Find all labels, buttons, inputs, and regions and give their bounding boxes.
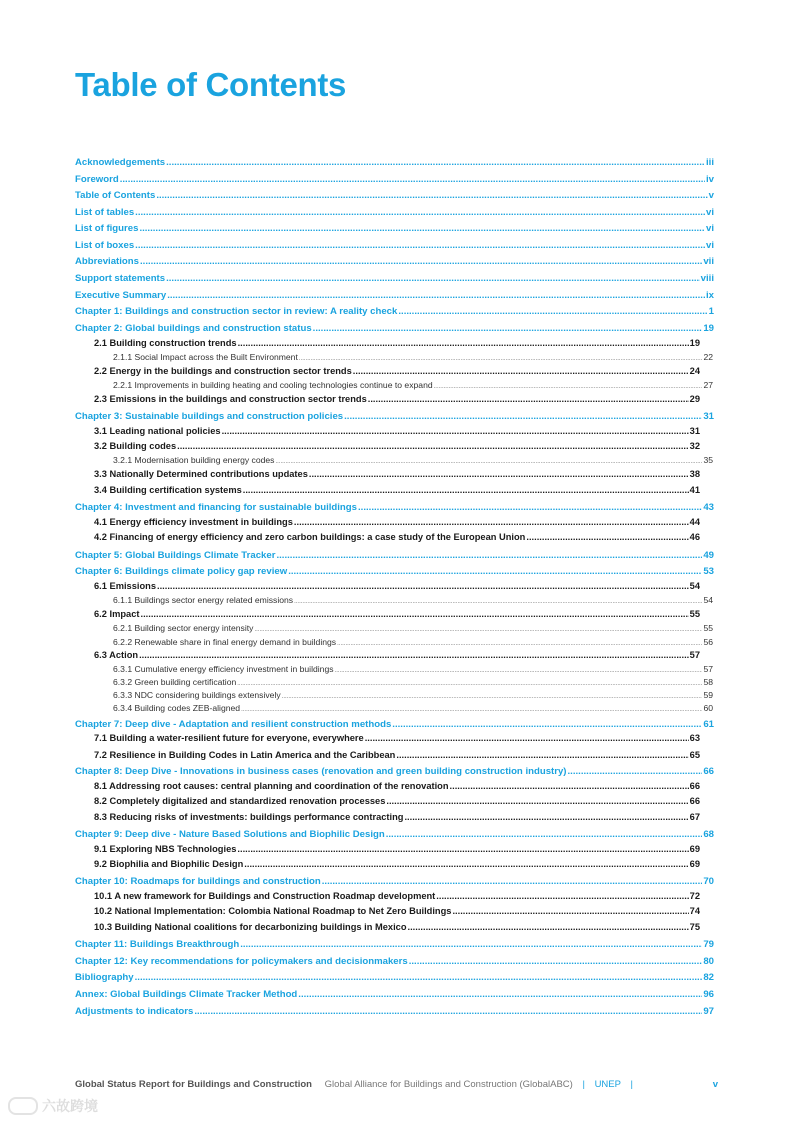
toc-entry-title: 2.1.1 Social Impact across the Built Environment: [113, 352, 298, 362]
toc-leader-dots: [135, 207, 705, 218]
toc-entry-title: 6.2 Impact: [94, 609, 140, 619]
toc-entry-page: 65: [689, 750, 700, 760]
toc-entry-title: 6.1 Emissions: [94, 581, 157, 591]
toc-leader-dots: [241, 707, 702, 713]
toc-entry-page: 19: [703, 323, 714, 334]
toc-entry-page: 70: [703, 876, 714, 887]
toc-leader-dots: [335, 668, 703, 674]
toc-entry-level-1[interactable]: [75, 566, 714, 577]
toc-entry-page: ix: [705, 290, 714, 301]
toc-entry-level-1[interactable]: [75, 1006, 714, 1017]
toc-entry-level-1[interactable]: [75, 719, 714, 730]
toc-leader-dots: [140, 609, 688, 619]
toc-leader-dots: [139, 223, 705, 234]
toc-entry-title: 8.1 Addressing root causes: central planning and coordination of the renovation: [94, 781, 449, 791]
toc-entry-level-1[interactable]: [75, 190, 714, 201]
toc-entry-title: 3.1 Leading national policies: [94, 426, 221, 436]
toc-entry-page: 53: [703, 566, 714, 577]
toc-entry-title: Chapter 11: Buildings Breakthrough: [75, 939, 240, 950]
toc-entry-title: Foreword: [75, 174, 119, 185]
toc-leader-dots: [568, 766, 703, 777]
toc-leader-dots: [166, 157, 705, 168]
toc-leader-dots: [392, 719, 702, 730]
toc-entry-title: Chapter 10: Roadmaps for buildings and construction: [75, 876, 321, 887]
toc-entry-level-1[interactable]: [75, 157, 714, 168]
toc-leader-dots: [276, 550, 702, 561]
toc-leader-dots: [244, 859, 688, 869]
toc-entry-level-1[interactable]: [75, 939, 714, 950]
toc-entry-page: 54: [689, 581, 700, 591]
toc-entry-level-1[interactable]: [75, 290, 714, 301]
toc-leader-dots: [337, 641, 702, 647]
toc-entry-title: 6.3 Action: [94, 650, 139, 660]
toc-entry-level-1[interactable]: [75, 174, 714, 185]
toc-entry-page: 61: [703, 719, 714, 730]
toc-entry-level-2[interactable]: [94, 844, 700, 854]
toc-leader-dots: [254, 627, 702, 633]
toc-entry-title: 4.2 Financing of energy efficiency and zero carbon buildings: a case study of the European Union: [94, 532, 526, 542]
toc-leader-dots: [222, 426, 689, 436]
toc-entry-page: 22: [703, 352, 713, 362]
toc-entry-title: Table of Contents: [75, 190, 156, 201]
watermark-logo-icon: [8, 1097, 38, 1115]
toc-entry-title: 7.1 Building a water-resilient future for everyone, everywhere: [94, 733, 364, 743]
toc-leader-dots: [194, 1006, 702, 1017]
toc-leader-dots: [120, 174, 705, 185]
toc-entry-level-2[interactable]: [94, 733, 700, 743]
footer-separator-2: |: [630, 1079, 633, 1090]
toc-entry-page: 60: [703, 703, 713, 713]
toc-entry-title: 6.1.1 Buildings sector energy related emissions: [113, 595, 294, 605]
toc-entry-level-1[interactable]: [75, 240, 714, 251]
toc-entry-page: 69: [689, 844, 700, 854]
toc-entry-level-2[interactable]: [94, 469, 700, 479]
toc-leader-dots: [404, 812, 688, 822]
toc-leader-dots: [368, 394, 689, 404]
toc-entry-level-2[interactable]: [94, 812, 700, 822]
footer-page-number: v: [712, 1079, 718, 1090]
toc-entry-level-3[interactable]: [113, 455, 713, 465]
toc-entry-title: 3.3 Nationally Determined contributions updates: [94, 469, 308, 479]
toc-entry-title: 6.3.3 NDC considering buildings extensively: [113, 690, 281, 700]
toc-leader-dots: [365, 733, 689, 743]
toc-leader-dots: [166, 273, 700, 284]
toc-entry-page: 32: [689, 441, 700, 451]
toc-leader-dots: [386, 829, 703, 840]
toc-leader-dots: [140, 256, 702, 267]
toc-entry-level-1[interactable]: [75, 972, 714, 983]
toc-entry-page: 57: [689, 650, 700, 660]
toc-leader-dots: [434, 384, 703, 390]
toc-entry-level-2[interactable]: [94, 517, 700, 527]
footer-alliance: Global Alliance for Buildings and Construction (GlobalABC): [324, 1079, 573, 1090]
toc-entry-title: Bibliography: [75, 972, 134, 983]
toc-entry-page: 44: [689, 517, 700, 527]
toc-entry-title: Chapter 7: Deep dive - Adaptation and resilient construction methods: [75, 719, 392, 730]
toc-entry-level-3[interactable]: [113, 703, 713, 713]
toc-entry-level-1[interactable]: [75, 876, 714, 887]
toc-entry-level-1[interactable]: [75, 550, 714, 561]
toc-entry-level-2[interactable]: [94, 338, 700, 348]
footer-separator: |: [582, 1079, 585, 1090]
toc-leader-dots: [135, 240, 705, 251]
toc-entry-level-1[interactable]: [75, 306, 714, 317]
toc-entry-level-2[interactable]: [94, 796, 700, 806]
toc-leader-dots: [322, 876, 703, 887]
toc-entry-title: Adjustments to indicators: [75, 1006, 194, 1017]
toc-entry-page: 49: [703, 550, 714, 561]
toc-entry-level-3[interactable]: [113, 595, 713, 605]
toc-entry-title: Chapter 3: Sustainable buildings and construction policies: [75, 411, 344, 422]
toc-entry-level-3[interactable]: [113, 380, 713, 390]
toc-entry-title: 8.3 Reducing risks of investments: buildings performance contracting: [94, 812, 404, 822]
toc-entry-level-2[interactable]: [94, 891, 700, 901]
toc-entry-page: viii: [700, 273, 714, 284]
toc-entry-level-1[interactable]: [75, 956, 714, 967]
toc-leader-dots: [288, 566, 702, 577]
toc-entry-title: 2.3 Emissions in the buildings and construction sector trends: [94, 394, 367, 404]
toc-entry-level-2[interactable]: [94, 394, 700, 404]
toc-leader-dots: [139, 650, 689, 660]
toc-entry-level-1[interactable]: [75, 411, 714, 422]
toc-entry-level-1[interactable]: [75, 989, 714, 1000]
toc-leader-dots: [157, 581, 689, 591]
toc-entry-page: vi: [705, 240, 714, 251]
toc-entry-page: 31: [689, 426, 700, 436]
toc-entry-title: 6.3.2 Green building certification: [113, 677, 237, 687]
toc-entry-level-1[interactable]: [75, 829, 714, 840]
toc-entry-title: List of figures: [75, 223, 139, 234]
toc-entry-title: 10.2 National Implementation: Colombia National Roadmap to Net Zero Buildings: [94, 906, 452, 916]
toc-entry-level-2[interactable]: [94, 581, 700, 591]
toc-leader-dots: [156, 190, 707, 201]
toc-entry-title: 3.2.1 Modernisation building energy codes: [113, 455, 275, 465]
toc-entry-level-1[interactable]: [75, 766, 714, 777]
toc-entry-level-2[interactable]: [94, 609, 700, 619]
toc-entry-level-2[interactable]: [94, 859, 700, 869]
toc-entry-page: 56: [703, 637, 713, 647]
toc-entry-title: 6.3.4 Building codes ZEB-aligned: [113, 703, 241, 713]
toc-entry-title: Acknowledgements: [75, 157, 166, 168]
toc-entry-page: 96: [703, 989, 714, 1000]
toc-entry-level-3[interactable]: [113, 623, 713, 633]
toc-entry-page: iv: [705, 174, 714, 185]
toc-entry-page: 63: [689, 733, 700, 743]
toc-entry-page: 24: [689, 366, 700, 376]
toc-entry-page: 38: [689, 469, 700, 479]
toc-leader-dots: [298, 989, 702, 1000]
toc-entry-page: 74: [689, 906, 700, 916]
toc-leader-dots: [398, 306, 707, 317]
toc-leader-dots: [167, 290, 705, 301]
toc-entry-page: 31: [703, 411, 714, 422]
toc-leader-dots: [177, 441, 689, 451]
toc-entry-level-2[interactable]: [94, 366, 700, 376]
page-footer: [75, 1079, 718, 1093]
footer-org: UNEP: [594, 1079, 621, 1090]
toc-leader-dots: [309, 469, 689, 479]
toc-leader-dots: [313, 323, 703, 334]
toc-entry-level-2[interactable]: [94, 441, 700, 451]
toc-leader-dots: [240, 939, 702, 950]
toc-entry-title: 3.4 Building certification systems: [94, 485, 242, 495]
toc-entry-page: 55: [703, 623, 713, 633]
toc-entry-page: 35: [703, 455, 713, 465]
toc-entry-title: 2.2 Energy in the buildings and construction sector trends: [94, 366, 352, 376]
toc-entry-page: 1: [708, 306, 714, 317]
toc-entry-title: Chapter 4: Investment and financing for sustainable buildings: [75, 502, 357, 513]
toc-leader-dots: [386, 796, 688, 806]
toc-entry-page: vii: [703, 256, 714, 267]
toc-leader-dots: [299, 356, 703, 362]
footer-report-title: Global Status Report for Buildings and Construction: [75, 1079, 312, 1090]
toc-entry-page: 43: [703, 502, 714, 513]
toc-entry-title: Chapter 9: Deep dive - Nature Based Solutions and Biophilic Design: [75, 829, 385, 840]
toc-entry-level-1[interactable]: [75, 323, 714, 334]
toc-entry-level-2[interactable]: [94, 922, 700, 932]
toc-leader-dots: [344, 411, 702, 422]
toc-entry-title: 6.3.1 Cumulative energy efficiency investment in buildings: [113, 664, 334, 674]
toc-leader-dots: [294, 517, 689, 527]
toc-entry-level-3[interactable]: [113, 677, 713, 687]
toc-entry-page: 80: [703, 956, 714, 967]
toc-entry-page: 75: [689, 922, 700, 932]
watermark-text: 六故跨境: [42, 1098, 98, 1114]
toc-entry-level-3[interactable]: [113, 637, 713, 647]
toc-entry-title: Chapter 6: Buildings climate policy gap review: [75, 566, 288, 577]
toc-entry-title: 7.2 Resilience in Building Codes in Latin America and the Caribbean: [94, 750, 396, 760]
toc-entry-level-2[interactable]: [94, 750, 700, 760]
toc-entry-title: 10.1 A new framework for Buildings and Construction Roadmap development: [94, 891, 436, 901]
toc-leader-dots: [408, 922, 689, 932]
toc-entry-level-2[interactable]: [94, 485, 700, 495]
toc-leader-dots: [409, 956, 703, 967]
toc-entry-page: 57: [703, 664, 713, 674]
toc-entry-level-2[interactable]: [94, 781, 700, 791]
toc-entry-level-2[interactable]: [94, 906, 700, 916]
toc-leader-dots: [526, 532, 688, 542]
toc-entry-page: 67: [689, 812, 700, 822]
toc-entry-page: 66: [689, 781, 700, 791]
toc-entry-title: 10.3 Building National coalitions for decarbonizing buildings in Mexico: [94, 922, 407, 932]
toc-leader-dots: [237, 844, 688, 854]
watermark: [8, 1096, 98, 1116]
toc-entry-title: 9.2 Biophilia and Biophilic Design: [94, 859, 244, 869]
toc-entry-title: 9.1 Exploring NBS Technologies: [94, 844, 237, 854]
toc-entry-title: Abbreviations: [75, 256, 139, 267]
toc-entry-page: v: [708, 190, 714, 201]
toc-entry-page: 97: [703, 1006, 714, 1017]
toc-entry-level-1[interactable]: [75, 223, 714, 234]
toc-entry-page: 29: [689, 394, 700, 404]
toc-entry-page: 41: [689, 485, 700, 495]
toc-entry-level-3[interactable]: [113, 352, 713, 362]
toc-entry-title: Chapter 12: Key recommendations for policymakers and decisionmakers: [75, 956, 408, 967]
toc-entry-page: 54: [703, 595, 713, 605]
toc-entry-level-2[interactable]: [94, 650, 700, 660]
toc-entry-title: 6.2.1 Building sector energy intensity: [113, 623, 254, 633]
toc-entry-page: 27: [703, 380, 713, 390]
toc-entry-level-1[interactable]: [75, 502, 714, 513]
toc-entry-level-1[interactable]: [75, 207, 714, 218]
toc-entry-level-2[interactable]: [94, 426, 700, 436]
toc-entry-page: 69: [689, 859, 700, 869]
toc-entry-page: 59: [703, 690, 713, 700]
toc-leader-dots: [282, 694, 703, 700]
toc-entry-title: 3.2 Building codes: [94, 441, 177, 451]
toc-entry-page: 19: [689, 338, 700, 348]
toc-entry-title: Chapter 1: Buildings and construction sector in review: A reality check: [75, 306, 398, 317]
toc-leader-dots: [358, 502, 702, 513]
toc-leader-dots: [135, 972, 703, 983]
toc-entry-page: 82: [703, 972, 714, 983]
toc-entry-page: 58: [703, 677, 713, 687]
toc-entry-page: 46: [689, 532, 700, 542]
toc-entry-level-3[interactable]: [113, 690, 713, 700]
toc-leader-dots: [275, 459, 702, 465]
toc-leader-dots: [243, 485, 689, 495]
toc-entry-page: vi: [705, 223, 714, 234]
toc-entry-title: Chapter 8: Deep Dive - Innovations in business cases (renovation and green building construction industry): [75, 766, 567, 777]
toc-entry-level-2[interactable]: [94, 532, 700, 542]
toc-entry-level-1[interactable]: [75, 273, 714, 284]
toc-entry-page: 55: [689, 609, 700, 619]
toc-leader-dots: [294, 599, 702, 605]
toc-leader-dots: [238, 338, 689, 348]
toc-leader-dots: [450, 781, 689, 791]
toc-entry-page: 79: [703, 939, 714, 950]
toc-entry-page: vi: [705, 207, 714, 218]
page-title: Table of Contents: [75, 66, 347, 103]
toc-entry-level-3[interactable]: [113, 664, 713, 674]
toc-entry-title: Chapter 2: Global buildings and construction status: [75, 323, 312, 334]
toc-entry-title: List of boxes: [75, 240, 135, 251]
toc-entry-page: 66: [689, 796, 700, 806]
toc-leader-dots: [436, 891, 688, 901]
toc-leader-dots: [396, 750, 688, 760]
toc-entry-title: List of tables: [75, 207, 135, 218]
toc-entry-page: iii: [706, 157, 714, 168]
toc-entry-page: 66: [703, 766, 714, 777]
toc-entry-title: Chapter 5: Global Buildings Climate Tracker: [75, 550, 276, 561]
toc-leader-dots: [452, 906, 688, 916]
toc-entry-title: Annex: Global Buildings Climate Tracker Method: [75, 989, 298, 1000]
toc-entry-title: 6.2.2 Renewable share in final energy demand in buildings: [113, 637, 337, 647]
toc-entry-page: 68: [703, 829, 714, 840]
toc-entry-title: 2.1 Building construction trends: [94, 338, 237, 348]
toc-entry-level-1[interactable]: [75, 256, 714, 267]
toc-leader-dots: [237, 681, 702, 687]
toc-entry-title: 2.2.1 Improvements in building heating and cooling technologies continue to expand: [113, 380, 433, 390]
toc-entry-title: Executive Summary: [75, 290, 167, 301]
toc-entry-title: 4.1 Energy efficiency investment in buildings: [94, 517, 293, 527]
toc-entry-page: 72: [689, 891, 700, 901]
toc-leader-dots: [353, 366, 689, 376]
toc-entry-title: Support statements: [75, 273, 166, 284]
toc-entry-title: 8.2 Completely digitalized and standardized renovation processes: [94, 796, 386, 806]
